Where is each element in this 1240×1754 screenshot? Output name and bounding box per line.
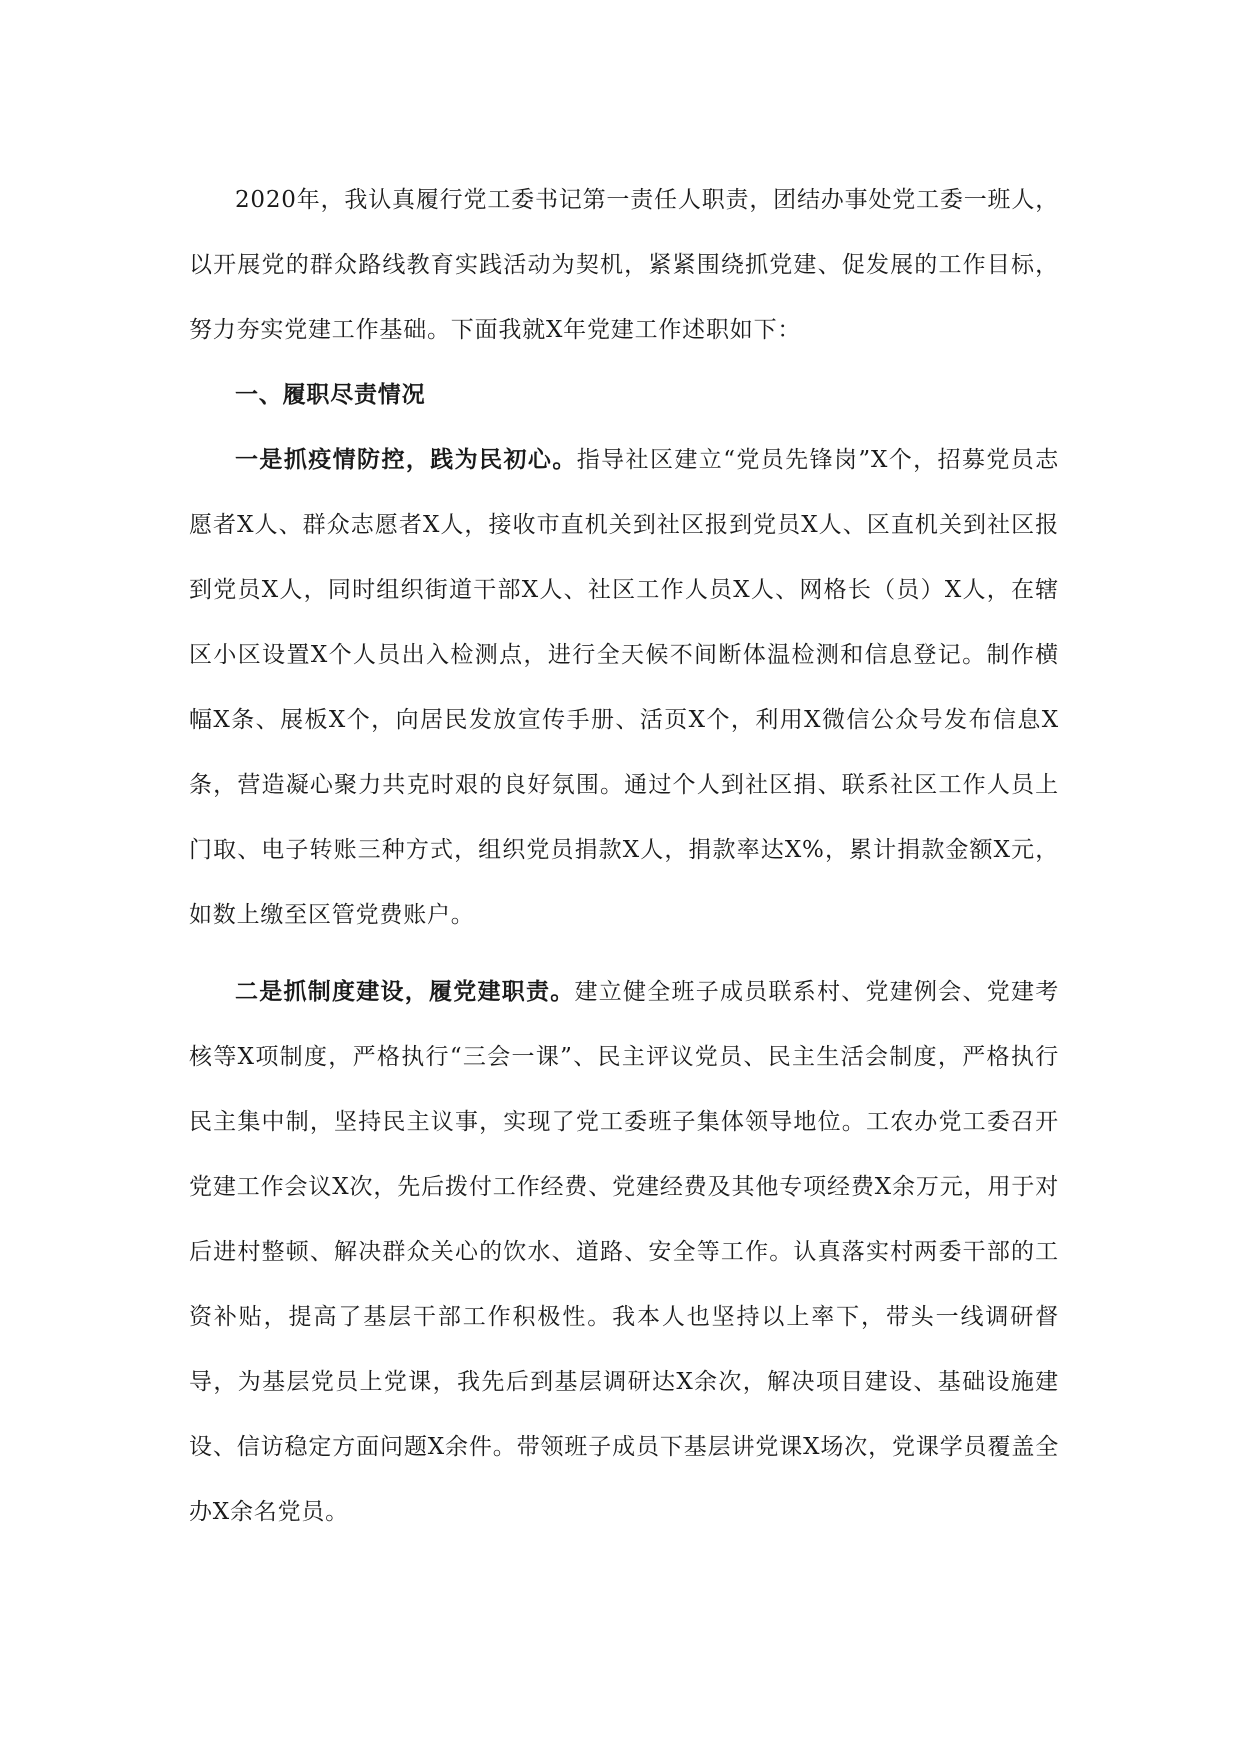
item-paragraph-2 <box>189 960 1059 1545</box>
item-lead-1: 一是抓疫情防控，践为民初心。 <box>235 447 577 473</box>
item-body-1: 指导社区建立“党员先锋岗”X个，招募党员志愿者X人、群众志愿者X人，接收市直机关到社区报到党员X人、区直机关到社区报到党员X人，同时组织街道干部X人、社区工作人员X人、网格长（员）X人，在辖区小区设置X个人员出入检测点，进行全天候不间断体温检测和信息登记。制作横幅X条、展板X个，向居民发放宣传手册、活页X个，利用X微信公众号发布信息X条，营造凝心聚力共克时艰的良好氛围。通过个人到社区捐、联系社区工作人员上门取、电子转账三种方式，组织党员捐款X人，捐款率达X%，累计捐款金额X元，如数上缴至区管党费账户。 <box>189 447 1059 928</box>
item-lead-2: 二是抓制度建设，履党建职责。 <box>235 979 575 1005</box>
section-heading: 一、履职尽责情况 <box>235 382 426 408</box>
document-body <box>189 168 1059 1545</box>
intro-paragraph: 2020年，我认真履行党工委书记第一责任人职责，团结办事处党工委一班人，以开展党的群众路线教育实践活动为契机，紧紧围绕抓党建、促发展的工作目标，努力夯实党建工作基础。下面我就X年党建工作述职如下： <box>189 187 1059 343</box>
item-paragraph-1 <box>189 428 1059 948</box>
item-body-2: 建立健全班子成员联系村、党建例会、党建考核等X项制度，严格执行“三会一课”、民主评议党员、民主生活会制度，严格执行民主集中制，坚持民主议事，实现了党工委班子集体领导地位。工农办党工委召开党建工作会议X次，先后拨付工作经费、党建经费及其他专项经费X余万元，用于对后进村整顿、解决群众关心的饮水、道路、安全等工作。认真落实村两委干部的工资补贴，提高了基层干部工作积极性。我本人也坚持以上率下，带头一线调研督导，为基层党员上党课，我先后到基层调研达X余次，解决项目建设、基础设施建设、信访稳定方面问题X余件。带领班子成员下基层讲党课X场次，党课学员覆盖全办X余名党员。 <box>189 979 1060 1525</box>
